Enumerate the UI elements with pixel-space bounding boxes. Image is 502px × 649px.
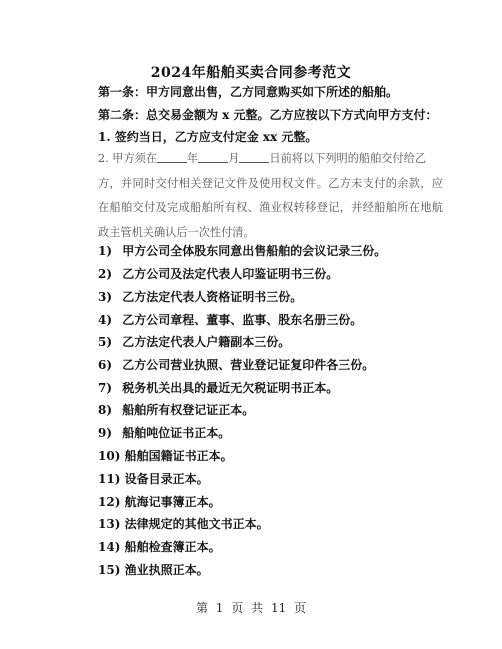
footer-word: 页 (294, 601, 307, 615)
list-item-text: 乙方法定代表人户籍副本三份。 (122, 335, 291, 349)
list-item-number: 13) (98, 517, 121, 531)
list-item-text: 乙方公司章程、董事、监事、股东名册三份。 (122, 313, 363, 327)
list-item (98, 380, 338, 396)
list-item (98, 494, 221, 510)
footer-word: 第 (195, 601, 208, 615)
year-blank (157, 150, 187, 163)
list-item-text: 乙方公司营业执照、营业登记证复印件各三份。 (122, 358, 375, 372)
document-title: 2024年船舶买卖合同参考范文 (150, 65, 352, 81)
list-item-number: 2) (98, 267, 113, 281)
list-item (98, 402, 254, 418)
list-item-text: 船舶吨位证书正本。 (122, 426, 231, 440)
list-item-number: 4) (98, 313, 113, 327)
current-page-number: 1 (215, 601, 224, 615)
list-item-number: 6) (98, 358, 113, 372)
month-blank (198, 150, 228, 163)
article-1: 第一条：甲方同意出售，乙方同意购买如下所述的船舶。 (98, 85, 399, 99)
payment-term-2-text-d: 日前将以下列明的船舶交付给乙 (269, 152, 427, 165)
payment-term-2-rest: 方，并同时交付相关登记文件及使用权文件。乙方未支付的余款，应在船舶交付及完成船舶所有权、渔业权转移登记，并经船舶所在地航政主管机关确认后一次性付清。 (98, 176, 443, 239)
list-item (98, 243, 386, 259)
day-blank (239, 150, 269, 163)
list-item-text: 航海记事簿正本。 (124, 495, 221, 509)
list-item-text: 甲方公司全体股东同意出售船舶的会议记录三份。 (122, 244, 387, 258)
list-item-number: 15) (98, 563, 121, 577)
list-item (98, 312, 362, 328)
payment-term-2-first-line (98, 147, 443, 172)
payment-term-2-text-b: 年 (187, 152, 199, 165)
list-item (98, 539, 221, 555)
list-item (98, 334, 290, 350)
article-2: 第二条：总交易金额为 x 元整。乙方应按以下方式向甲方支付： (98, 108, 438, 122)
page-footer (0, 599, 502, 616)
payment-term-2-text-a: 甲方须在 (112, 152, 158, 165)
list-item-number: 8) (98, 403, 113, 417)
list-item-number: 5) (98, 335, 113, 349)
list-item-number: 14) (98, 540, 121, 554)
list-item-number: 10) (98, 449, 121, 463)
list-item (98, 562, 209, 578)
list-item (98, 289, 302, 305)
footer-word: 页 (231, 601, 244, 615)
list-item-number: 12) (98, 495, 121, 509)
list-item-text: 乙方法定代表人资格证明书三份。 (122, 290, 303, 304)
list-item (98, 516, 269, 532)
total-page-count: 11 (270, 601, 287, 615)
list-item-number: 9) (98, 426, 113, 440)
list-item-text: 渔业执照正本。 (124, 563, 209, 577)
list-item-text: 乙方公司及法定代表人印鉴证明书三份。 (122, 267, 339, 281)
list-item (98, 266, 338, 282)
list-item-text: 船舶检查簿正本。 (124, 540, 221, 554)
list-item-text: 税务机关出具的最近无欠税证明书正本。 (122, 381, 339, 395)
payment-term-2 (98, 147, 443, 245)
list-item-text: 设备目录正本。 (124, 472, 209, 486)
list-item-number: 1) (98, 244, 113, 258)
list-item (98, 448, 233, 464)
list-item-number: 11) (98, 472, 121, 486)
payment-term-2-text-c: 月 (228, 152, 240, 165)
list-item (98, 357, 374, 373)
list-item-text: 船舶国籍证书正本。 (124, 449, 233, 463)
list-item-text: 船舶所有权登记证正本。 (122, 403, 255, 417)
payment-term-1: 1. 签约当日，乙方应支付定金 xx 元整。 (98, 130, 318, 144)
list-item-number: 7) (98, 381, 113, 395)
payment-term-2-number: 2. (98, 152, 109, 165)
list-item-number: 3) (98, 290, 113, 304)
footer-word: 共 (251, 601, 264, 615)
list-item-text: 法律规定的其他文书正本。 (124, 517, 269, 531)
list-item (98, 425, 230, 441)
list-item (98, 471, 209, 487)
